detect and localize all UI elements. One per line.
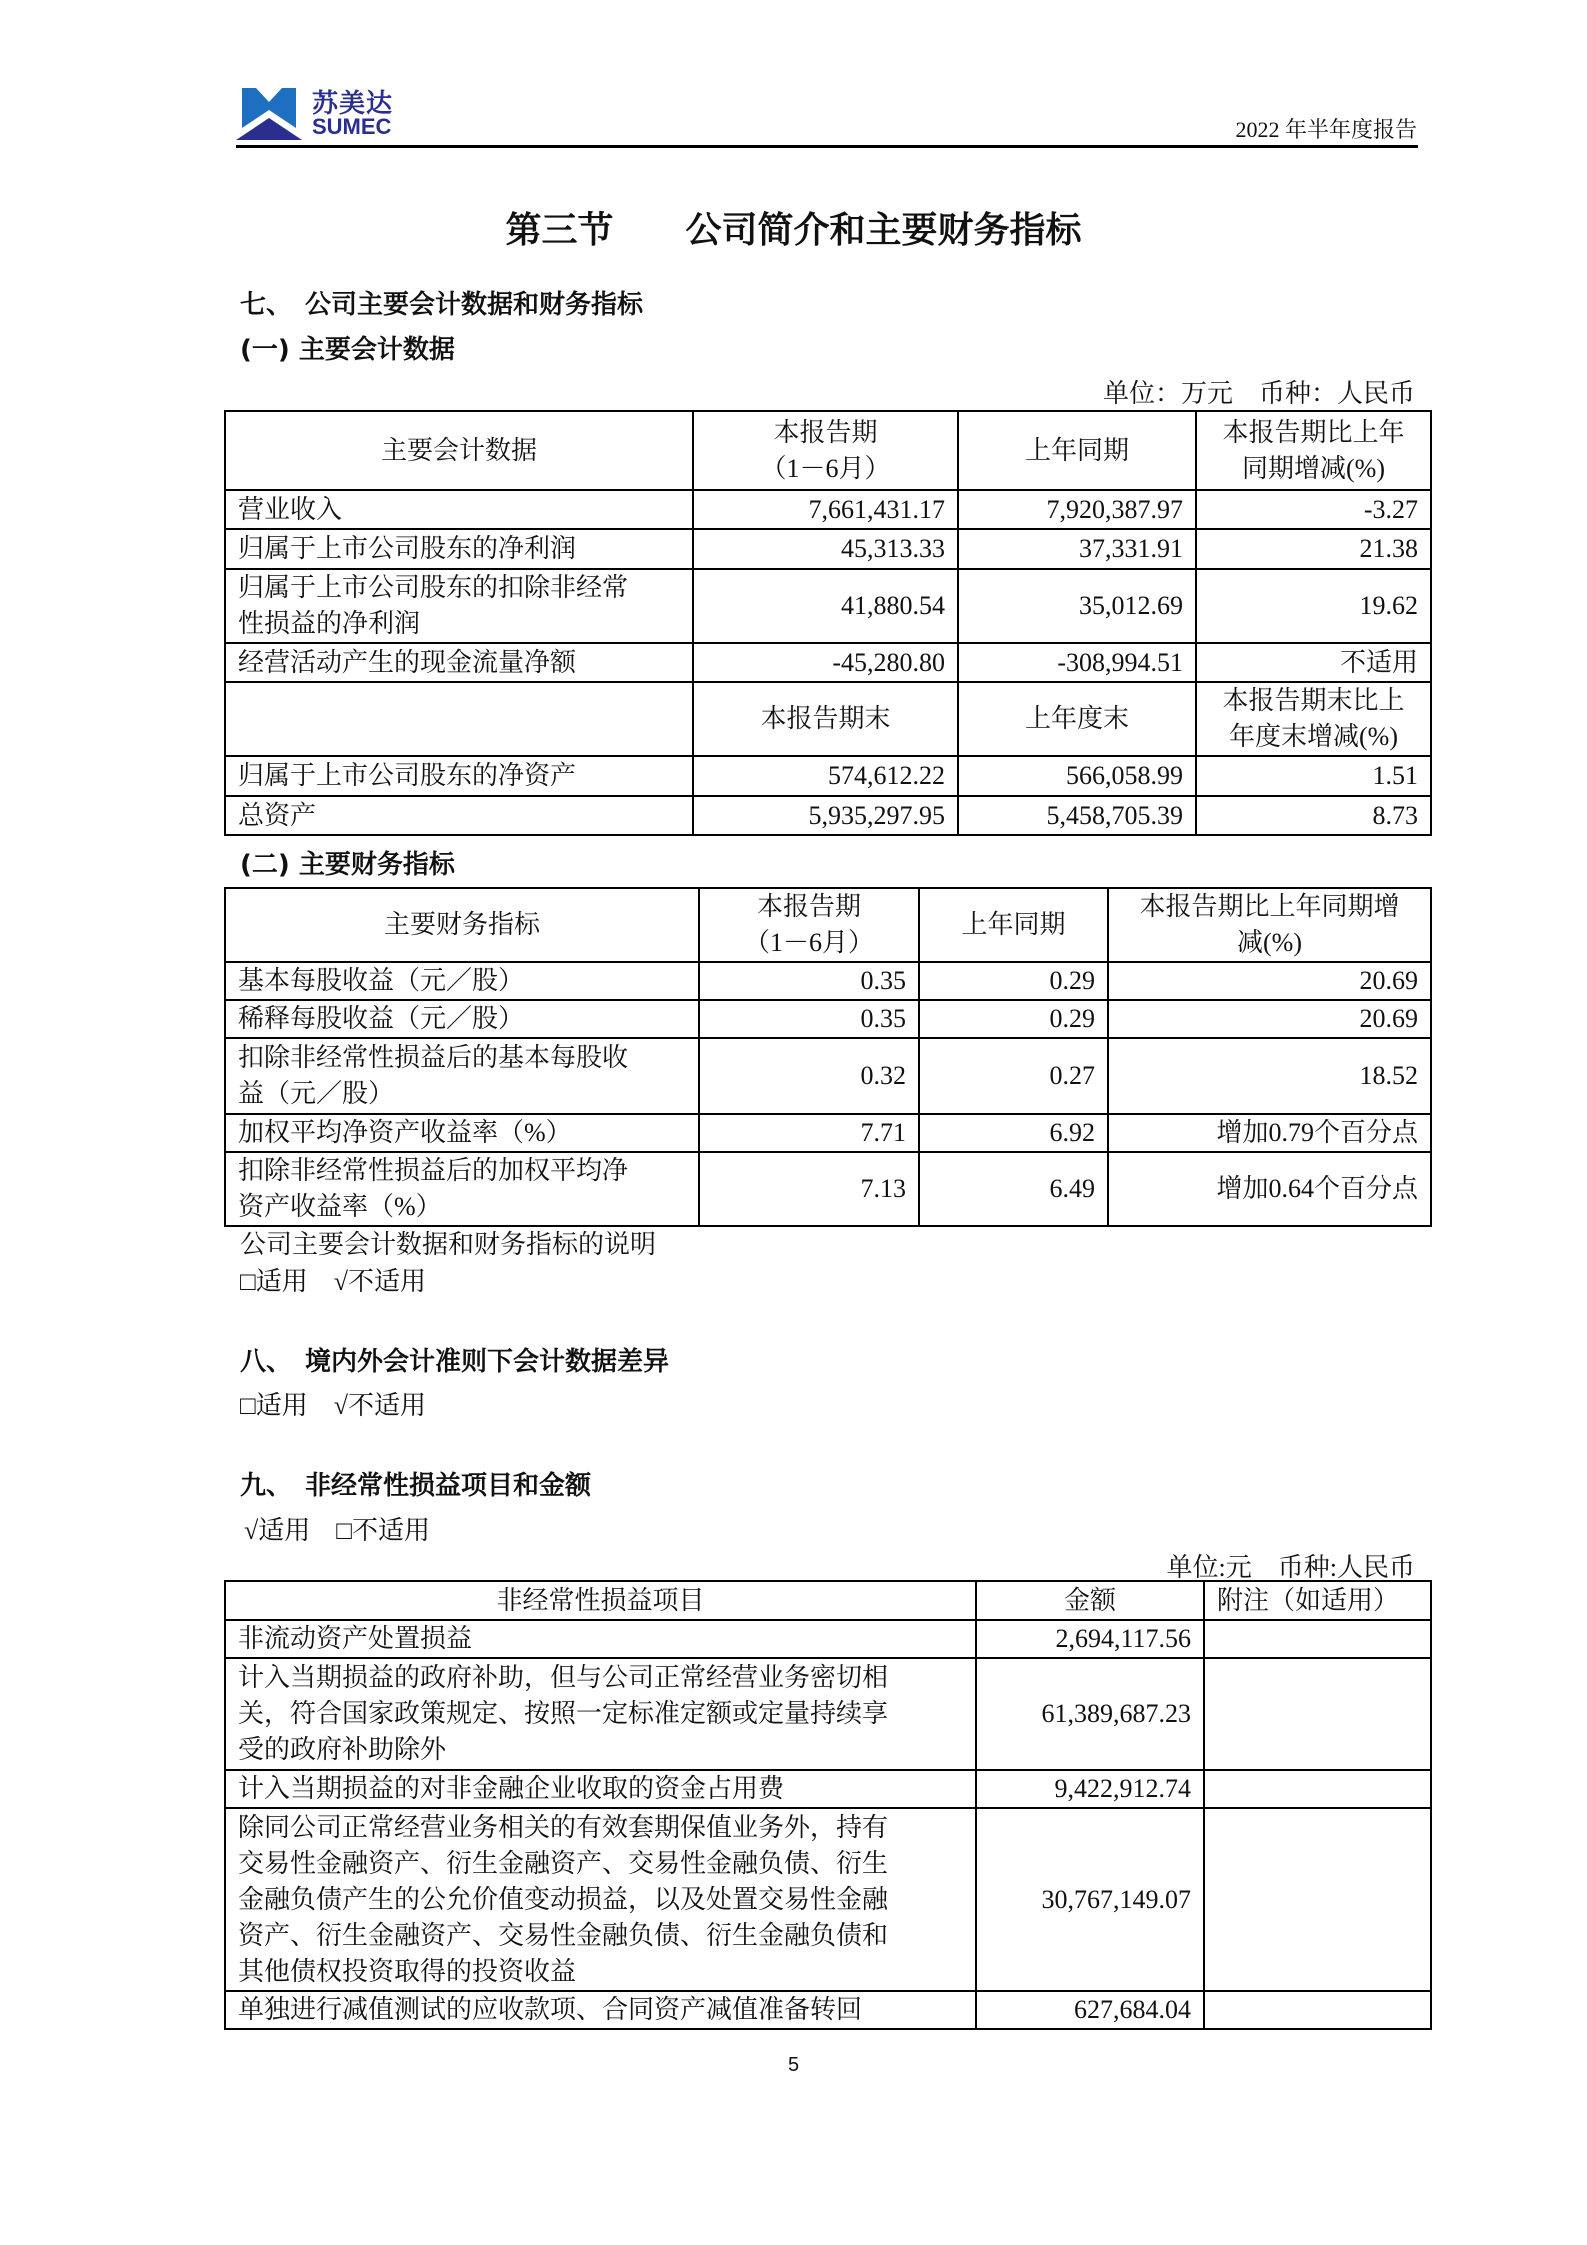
table-cell: 574,612.22	[693, 756, 958, 796]
table-cell: 6.92	[919, 1114, 1108, 1152]
table-row	[225, 962, 1431, 1000]
table-row	[225, 1991, 1431, 2029]
table-cell: 上年度末	[958, 682, 1196, 756]
section9-applicability-options[interactable]: √适用 □不适用	[244, 1516, 430, 1545]
table-cell: 除同公司正常经营业务相关的有效套期保值业务外，持有 交易性金融资产、衍生金融资产、交易性金融负债、衍生 金融负债产生的公允价值变动损益，以及处置交易性金融 资产、衍生金融资产、交易性金融负债、衍生金融负债和 其他债权投资取得的投资收益	[225, 1808, 976, 1991]
column-header: 主要财务指标	[225, 888, 699, 962]
table-cell: 19.62	[1196, 569, 1431, 643]
page-number: 5	[787, 2054, 800, 2076]
table-cell: 627,684.04	[976, 1991, 1204, 2029]
table-cell: 7,661,431.17	[693, 490, 958, 529]
column-header: 本报告期 （1－6月）	[699, 888, 919, 962]
table-row	[225, 1808, 1431, 1991]
table-cell: 本报告期末	[693, 682, 958, 756]
table-cell: 41,880.54	[693, 569, 958, 643]
header-divider	[236, 145, 1418, 148]
table-cell: 本报告期末比上 年度末增减(%)	[1196, 682, 1431, 756]
subsection1-heading: (一) 主要会计数据	[240, 335, 455, 365]
table-cell: 扣除非经常性损益后的基本每股收 益（元／股）	[225, 1038, 699, 1114]
table-cell: 单独进行减值测试的应收款项、合同资产减值准备转回	[225, 1991, 976, 2029]
table-cell: 20.69	[1108, 1000, 1431, 1038]
table-cell: -308,994.51	[958, 643, 1196, 682]
table-cell	[1204, 1808, 1431, 1991]
table-cell: 21.38	[1196, 529, 1431, 569]
table-cell: 0.27	[919, 1038, 1108, 1114]
table-cell: 61,389,687.23	[976, 1658, 1204, 1770]
table-cell	[1204, 1658, 1431, 1770]
table-cell: 20.69	[1108, 962, 1431, 1000]
table-row	[225, 1152, 1431, 1226]
section8-applicability-options[interactable]: □适用 √不适用	[240, 1391, 426, 1420]
report-title: 2022 年半年度报告	[1235, 117, 1417, 142]
table-row	[225, 1114, 1431, 1152]
table-cell: -3.27	[1196, 490, 1431, 529]
table-cell: 45,313.33	[693, 529, 958, 569]
table-cell: 经营活动产生的现金流量净额	[225, 643, 693, 682]
table-cell: 8.73	[1196, 796, 1431, 835]
table-cell: 0.29	[919, 1000, 1108, 1038]
table-row	[225, 1658, 1431, 1770]
table-cell: 5,458,705.39	[958, 796, 1196, 835]
table-cell: 0.32	[699, 1038, 919, 1114]
table-cell: 加权平均净资产收益率（%）	[225, 1114, 699, 1152]
note-label: 公司主要会计数据和财务指标的说明	[240, 1230, 657, 1259]
table-cell: 7,920,387.97	[958, 490, 1196, 529]
table-cell: 37,331.91	[958, 529, 1196, 569]
table-cell: 0.35	[699, 962, 919, 1000]
company-logo	[236, 88, 393, 140]
table-cell: 不适用	[1196, 643, 1431, 682]
section-title: 第三节 公司简介和主要财务指标	[505, 210, 1082, 251]
accounting-data-table	[224, 410, 1432, 836]
table-cell	[1204, 1620, 1431, 1658]
table-cell	[1204, 1770, 1431, 1808]
table-cell: 6.49	[919, 1152, 1108, 1226]
table-row	[225, 1620, 1431, 1658]
table-cell: 计入当期损益的对非金融企业收取的资金占用费	[225, 1770, 976, 1808]
table-row	[225, 529, 1431, 569]
logo-english-name: SUMEC	[312, 114, 392, 139]
table-cell: 5,935,297.95	[693, 796, 958, 835]
table-row	[225, 643, 1431, 682]
table-cell: 计入当期损益的政府补助，但与公司正常经营业务密切相 关，符合国家政策规定、按照一定标准定额或定量持续享 受的政府补助除外	[225, 1658, 976, 1770]
table-cell: 增加0.79个百分点	[1108, 1114, 1431, 1152]
column-header: 非经常性损益项目	[225, 1581, 976, 1620]
table-row	[225, 1000, 1431, 1038]
table-cell: 9,422,912.74	[976, 1770, 1204, 1808]
section8-heading: 八、 境内外会计准则下会计数据差异	[240, 1347, 670, 1377]
section7-heading: 七、 公司主要会计数据和财务指标	[240, 290, 644, 320]
column-header: 本报告期 （1－6月）	[693, 411, 958, 490]
table-cell: 非流动资产处置损益	[225, 1620, 976, 1658]
column-header: 本报告期比上年同期增 减(%)	[1108, 888, 1431, 962]
subsection2-heading: (二) 主要财务指标	[240, 850, 455, 880]
table3-unit: 单位:元 币种:人民币	[1166, 1553, 1415, 1582]
sumec-logo-icon	[236, 88, 302, 140]
table-cell: 18.52	[1108, 1038, 1431, 1114]
column-header: 附注（如适用）	[1204, 1581, 1431, 1620]
table-header-row	[225, 1581, 1431, 1620]
table1-unit: 单位：万元 币种：人民币	[1102, 379, 1415, 408]
table-cell: 0.29	[919, 962, 1108, 1000]
table-cell: -45,280.80	[693, 643, 958, 682]
financial-indicators-table	[224, 887, 1432, 1227]
table-row	[225, 756, 1431, 796]
table-cell	[225, 682, 693, 756]
non-recurring-items-table	[224, 1580, 1432, 2030]
table-cell: 2,694,117.56	[976, 1620, 1204, 1658]
table-cell: 35,012.69	[958, 569, 1196, 643]
table-cell: 增加0.64个百分点	[1108, 1152, 1431, 1226]
table-cell: 扣除非经常性损益后的加权平均净 资产收益率（%）	[225, 1152, 699, 1226]
table-cell: 7.71	[699, 1114, 919, 1152]
table-header-row	[225, 888, 1431, 962]
column-header: 本报告期比上年 同期增减(%)	[1196, 411, 1431, 490]
table-cell	[1204, 1991, 1431, 2029]
column-header: 主要会计数据	[225, 411, 693, 490]
table-row	[225, 569, 1431, 643]
table-cell: 566,058.99	[958, 756, 1196, 796]
logo-chinese-name: 苏美达	[312, 88, 394, 118]
table-cell: 基本每股收益（元／股）	[225, 962, 699, 1000]
section9-heading: 九、 非经常性损益项目和金额	[240, 1471, 592, 1501]
table-cell: 营业收入	[225, 490, 693, 529]
table-row	[225, 1770, 1431, 1808]
table-header-row	[225, 411, 1431, 490]
table-cell: 归属于上市公司股东的净利润	[225, 529, 693, 569]
table-cell: 归属于上市公司股东的扣除非经常 性损益的净利润	[225, 569, 693, 643]
table-row	[225, 490, 1431, 529]
table-cell: 30,767,149.07	[976, 1808, 1204, 1991]
table-cell: 1.51	[1196, 756, 1431, 796]
table-row	[225, 796, 1431, 835]
column-header: 金额	[976, 1581, 1204, 1620]
table-cell: 稀释每股收益（元／股）	[225, 1000, 699, 1038]
table-cell: 0.35	[699, 1000, 919, 1038]
note-applicability-options[interactable]: □适用 √不适用	[240, 1267, 426, 1296]
table-cell: 归属于上市公司股东的净资产	[225, 756, 693, 796]
table-cell: 总资产	[225, 796, 693, 835]
table-cell: 7.13	[699, 1152, 919, 1226]
column-header: 上年同期	[958, 411, 1196, 490]
table-row	[225, 1038, 1431, 1114]
table-row	[225, 682, 1431, 756]
column-header: 上年同期	[919, 888, 1108, 962]
